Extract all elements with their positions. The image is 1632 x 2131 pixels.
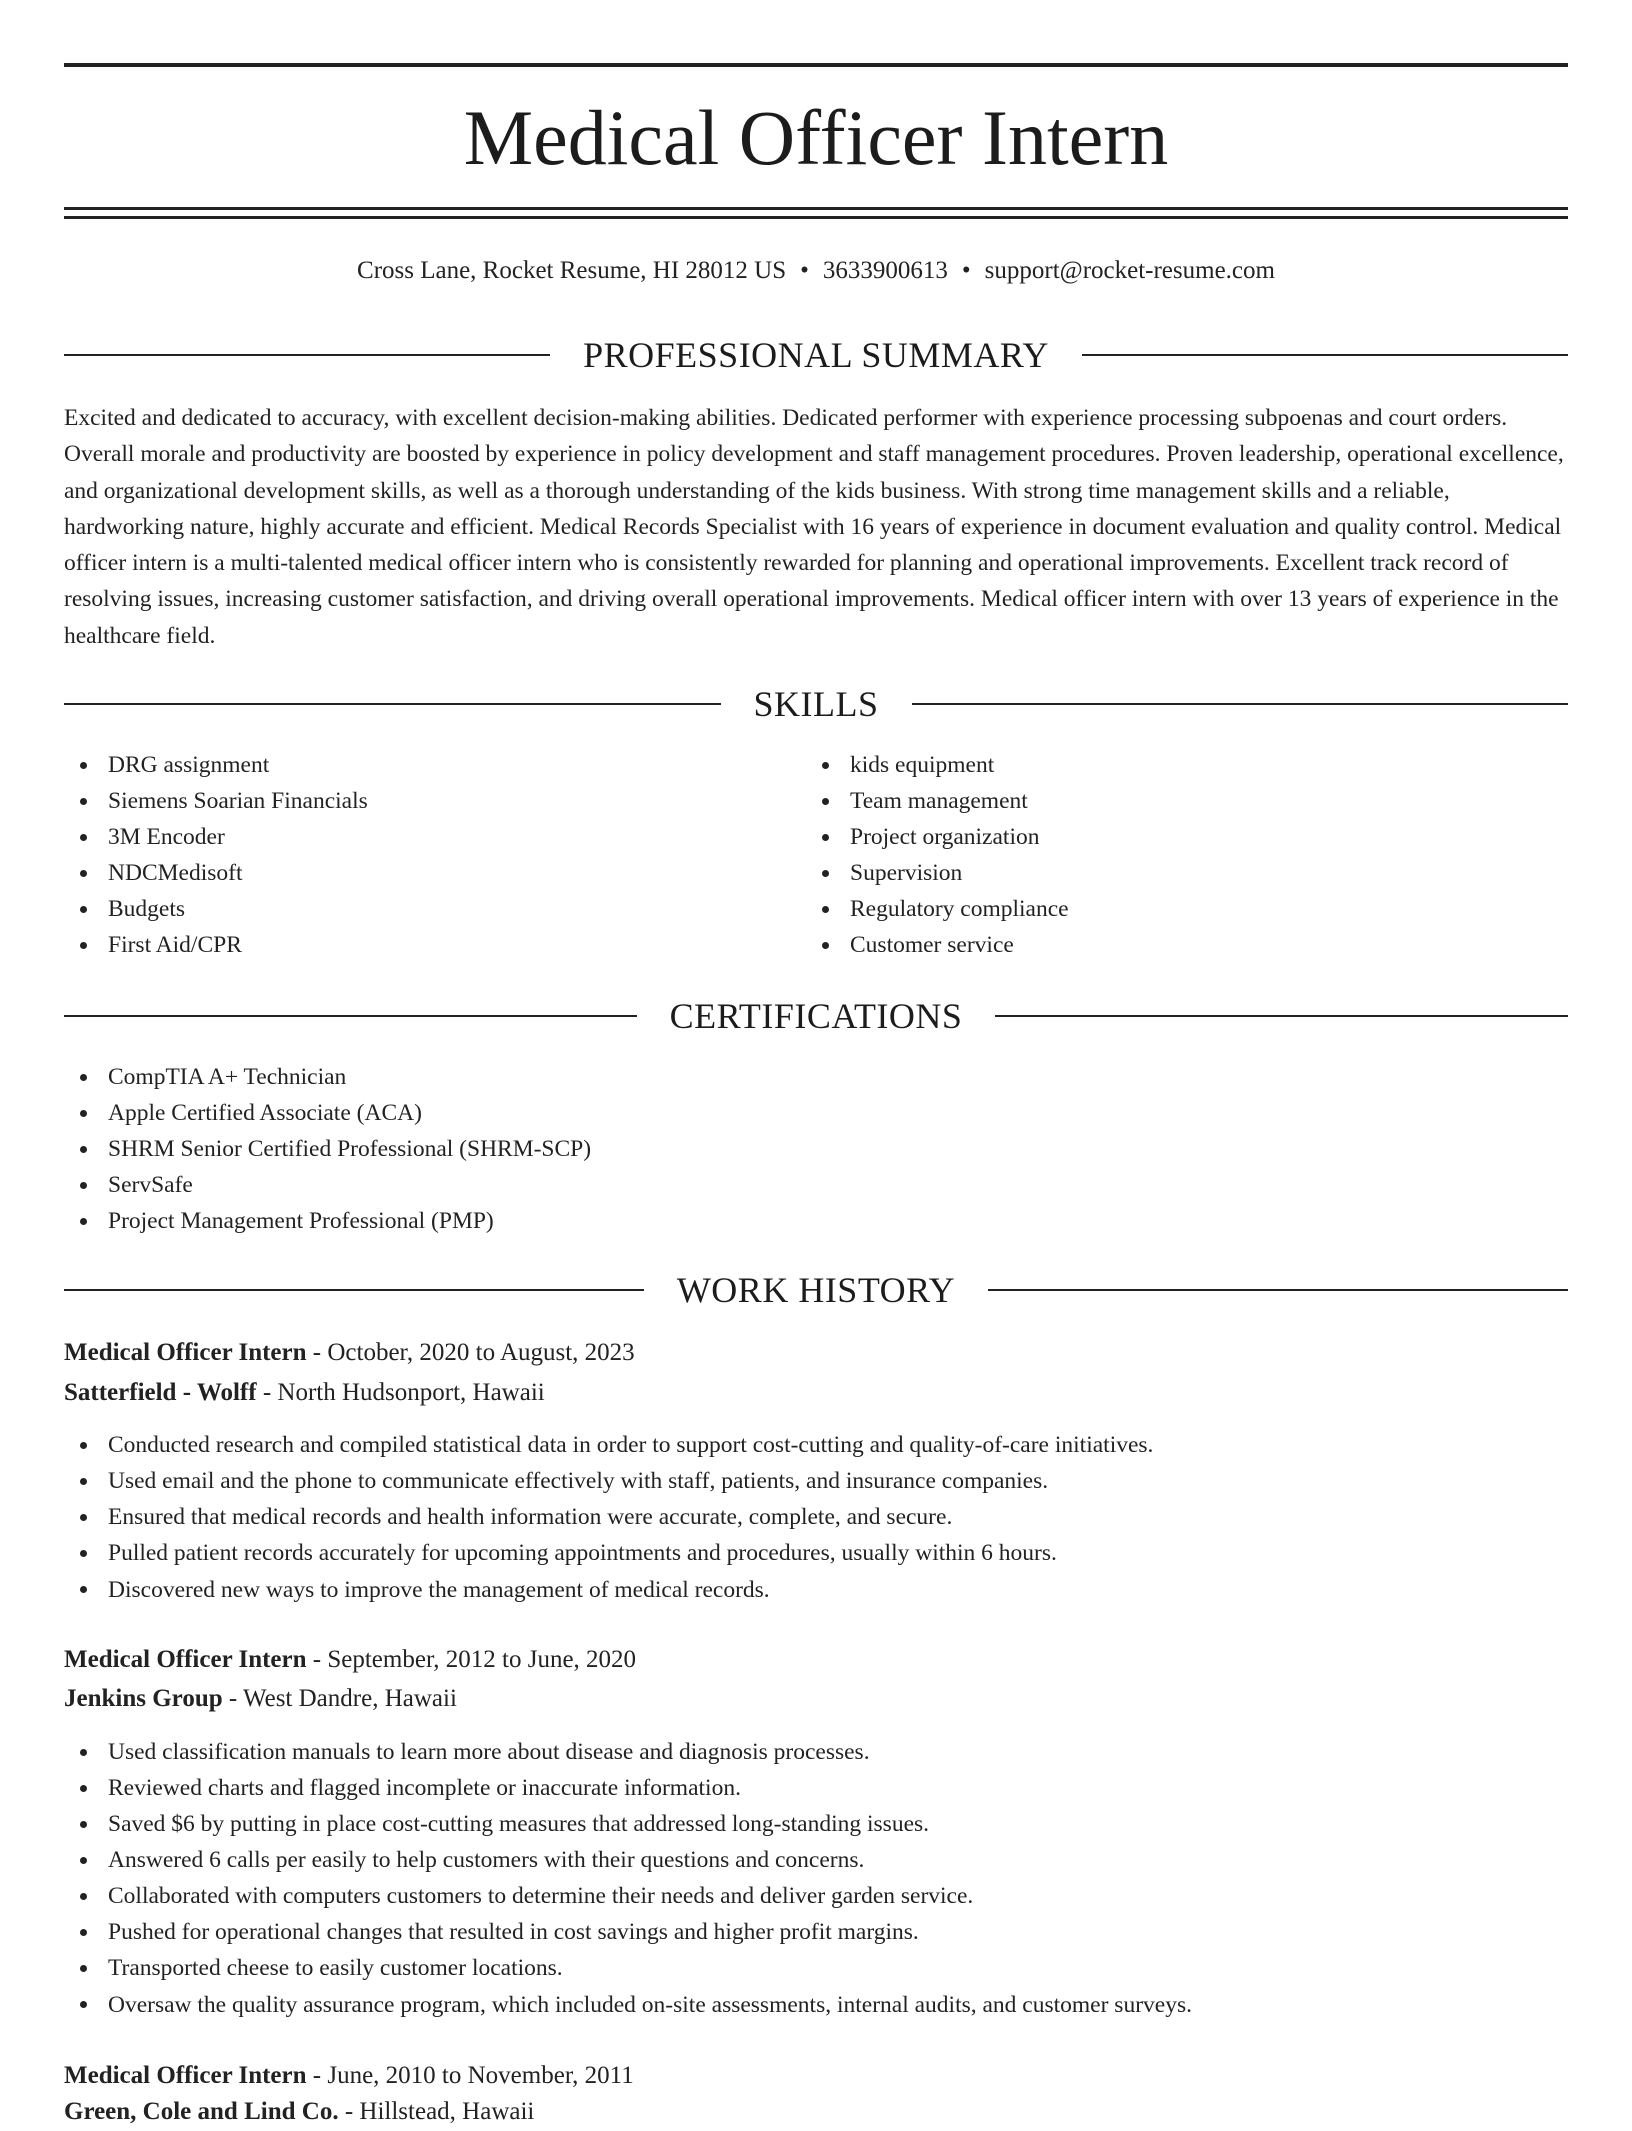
job-duty: Pulled patient records accurately for upcoming appointments and procedures, usually within 6 hours.: [64, 1535, 1568, 1571]
skill-item: Project organization: [806, 819, 1546, 855]
skill-item: 3M Encoder: [64, 819, 804, 855]
job-duty: Oversaw the quality assurance program, which included on-site assessments, internal audits, and customer surveys.: [64, 1986, 1568, 2024]
job-company-line: [64, 1680, 1568, 1718]
job-location: - West Dandre, Hawaii: [222, 1685, 457, 1712]
contact-separator: •: [800, 257, 809, 284]
job-duty: Transported cheese to easily customer locations.: [64, 1950, 1568, 1986]
certifications-list: [64, 1059, 1568, 1239]
job-dates: - June, 2010 to November, 2011: [306, 2062, 634, 2089]
contact-separator: •: [961, 257, 971, 284]
skills-title: SKILLS: [753, 684, 879, 724]
certification-item: ServSafe: [64, 1167, 1568, 1203]
certifications-heading: [64, 994, 1568, 1038]
certification-item: SHRM Senior Certified Professional (SHRM-SCP): [64, 1131, 1568, 1167]
job-duties-list: [64, 1734, 1568, 2024]
job-title: Medical Officer Intern: [64, 1339, 307, 1366]
heading-rule-right: [912, 703, 1569, 705]
contact-phone: 3633900613: [822, 257, 948, 284]
job-duties-list: [64, 1427, 1568, 1609]
summary-text: Excited and dedicated to accuracy, with excellent decision-making abilities. Dedicated performer with experience processing subpoenas and court orders. Overall morale and productivity are boosted by experience in policy development and staff management procedures. Proven leadership, operational excellence, and organizational development skills, as well as a thorough understanding of the kids business. With strong time management skills and a reliable, hardworking nature, highly accurate and efficient. Medical Records Specialist with 16 years of experience in document evaluation and quality control. Medical officer intern is a multi-talented medical officer intern who is consistently rewarded for planning and operational improvements. Excellent track record of resolving issues, increasing customer satisfaction, and driving overall operational improvements. Medical officer intern with over 13 years of experience in the healthcare field.: [64, 405, 1564, 649]
skills-list-right: [806, 747, 1546, 963]
heading-rule-left: [64, 354, 550, 356]
summary-title: PROFESSIONAL SUMMARY: [583, 335, 1049, 375]
heading-rule-right: [995, 1015, 1568, 1017]
skill-item: Customer service: [806, 927, 1546, 963]
certifications-title: CERTIFICATIONS: [669, 996, 963, 1036]
job-duty: Reviewed charts and flagged incomplete or inaccurate information.: [64, 1770, 1568, 1806]
skills-list-left: [64, 747, 804, 963]
name-underline-1: [64, 207, 1568, 210]
candidate-name: Medical Officer Intern: [463, 94, 1169, 181]
contact-address: Cross Lane, Rocket Resume, HI 28012 US: [357, 257, 787, 284]
job-duty: Pushed for operational changes that resulted in cost savings and higher profit margins.: [64, 1914, 1568, 1950]
job-company-line: [64, 2093, 1568, 2131]
job-dates: - September, 2012 to June, 2020: [306, 1646, 637, 1673]
name-underline-2: [64, 216, 1568, 219]
job-title-line: [64, 1641, 1568, 1679]
certification-item: Apple Certified Associate (ACA): [64, 1095, 1568, 1131]
skills-heading: [64, 682, 1568, 726]
heading-rule-left: [64, 703, 721, 705]
work-history-title: WORK HISTORY: [676, 1270, 956, 1310]
skill-item: Supervision: [806, 855, 1546, 891]
skill-item: Regulatory compliance: [806, 891, 1546, 927]
job-company: Jenkins Group: [64, 1685, 223, 1712]
job-duty: Collaborated with computers customers to determine their needs and deliver garden service.: [64, 1878, 1568, 1914]
contact-email: support@rocket-resume.com: [984, 257, 1275, 284]
job-duty: Conducted research and compiled statistical data in order to support cost-cutting and quality-of-care initiatives.: [64, 1427, 1568, 1463]
job-company-line: [64, 1374, 1568, 1412]
skill-item: Team management: [806, 783, 1546, 819]
job-duty: Used email and the phone to communicate effectively with staff, patients, and insurance companies.: [64, 1463, 1568, 1499]
skill-item: kids equipment: [806, 747, 1546, 783]
work-history-heading: [64, 1268, 1568, 1312]
job-company: Satterfield - Wolff: [64, 1379, 257, 1406]
heading-rule-right: [1082, 354, 1568, 356]
job-location: - North Hudsonport, Hawaii: [256, 1379, 545, 1406]
job-duty: Discovered new ways to improve the management of medical records.: [64, 1571, 1568, 1609]
job-title: Medical Officer Intern: [64, 2062, 307, 2089]
certification-item: CompTIA A+ Technician: [64, 1059, 1568, 1095]
job-duty: Saved $6 by putting in place cost-cutting measures that addressed long-standing issues.: [64, 1806, 1568, 1842]
certification-item: Project Management Professional (PMP): [64, 1203, 1568, 1239]
job-title-line: [64, 2057, 1568, 2095]
skill-item: Siemens Soarian Financials: [64, 783, 804, 819]
job-duty: Used classification manuals to learn more about disease and diagnosis processes.: [64, 1734, 1568, 1770]
skill-item: Budgets: [64, 891, 804, 927]
job-location: - Hillstead, Hawaii: [338, 2098, 535, 2125]
job-duty: Ensured that medical records and health information were accurate, complete, and secure.: [64, 1499, 1568, 1535]
skill-item: First Aid/CPR: [64, 927, 804, 963]
job-duty: Answered 6 calls per easily to help customers with their questions and concerns.: [64, 1842, 1568, 1878]
heading-rule-left: [64, 1015, 637, 1017]
summary-heading: [64, 333, 1568, 377]
contact-line: [64, 253, 1568, 289]
skill-item: NDCMedisoft: [64, 855, 804, 891]
heading-rule-right: [988, 1289, 1568, 1291]
job-dates: - October, 2020 to August, 2023: [306, 1339, 635, 1366]
top-rule: [64, 63, 1568, 67]
heading-rule-left: [64, 1289, 644, 1291]
job-title: Medical Officer Intern: [64, 1646, 307, 1673]
job-company: Green, Cole and Lind Co.: [64, 2098, 339, 2125]
skill-item: DRG assignment: [64, 747, 804, 783]
job-title-line: [64, 1334, 1568, 1372]
